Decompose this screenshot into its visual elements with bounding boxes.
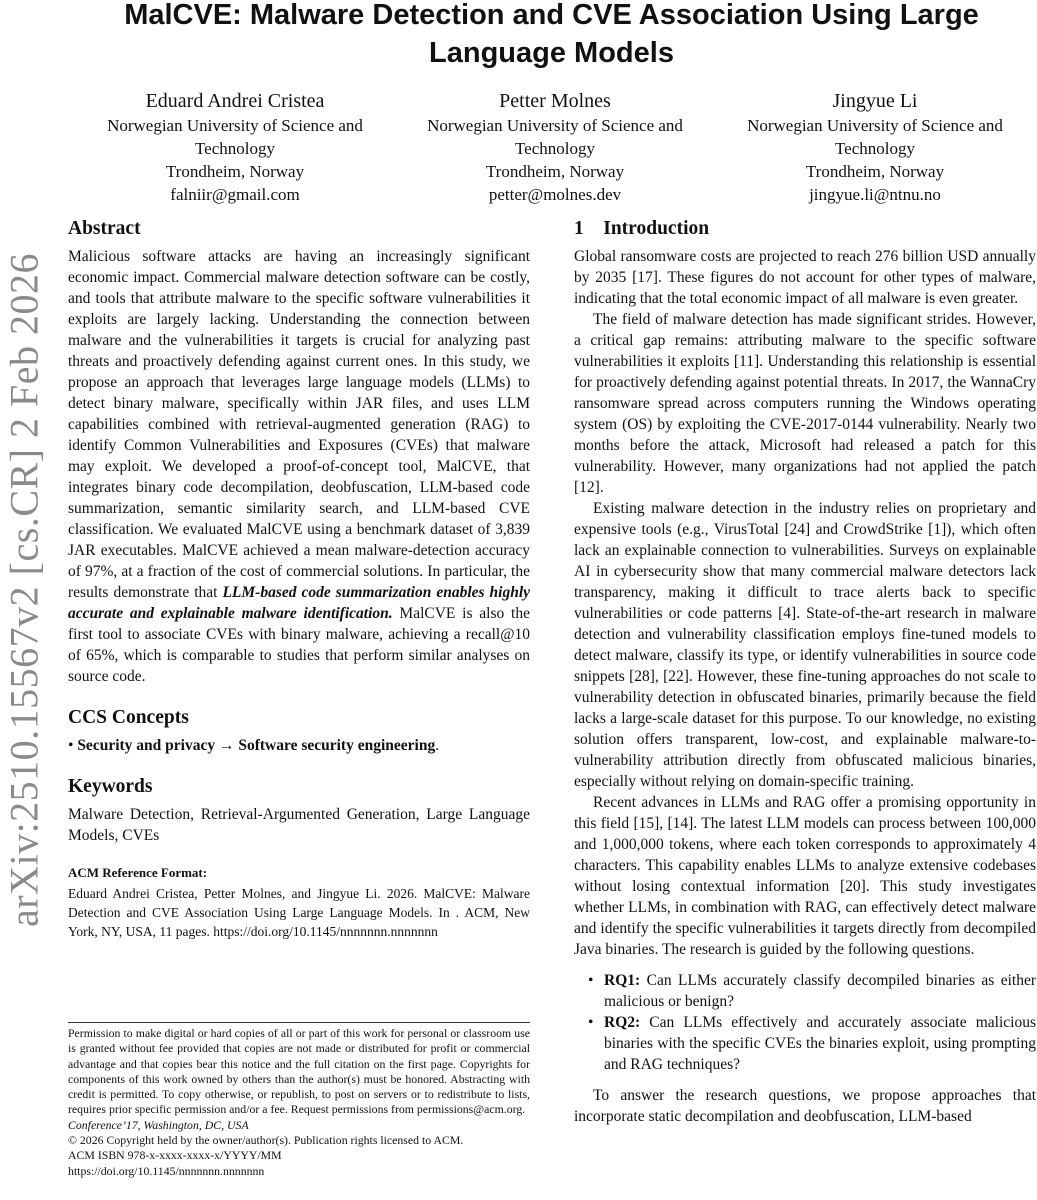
copyright-line: © 2026 Copyright held by the owner/author(s). Publication rights licensed to ACM.: [68, 1133, 464, 1148]
conference-line: Conference’17, Washington, DC, USA: [68, 1117, 249, 1132]
rq-text: Can LLMs effectively and accurately associate malicious binaries with the specific CVEs the binaries exploit, using prompting and RAG techniques?: [604, 1014, 1036, 1073]
author-email: petter@molnes.dev: [488, 185, 622, 204]
author-email: falniir@gmail.com: [170, 185, 300, 204]
author-email: jingyue.li@ntnu.no: [809, 185, 941, 204]
author-affiliation: Norwegian University of Science and Technology: [427, 116, 683, 158]
research-questions: [574, 970, 1036, 1075]
author-1: [80, 88, 390, 206]
intro-paragraph-2: The field of malware detection has made significant strides. However, a critical gap remains: attributing malware to the specific software vulnerabilities it exploits [11]. Understanding this relationship is essential for proactively defending against potential threats. In 2017, the WannaCry ransomware spread across computers running the Windows operating system (OS) by exploiting the CVE-2017-0144 vulnerability. Nearly two months before the attack, Microsoft had released a patch for this vulnerability. However, many organizations had not applied the patch [12].: [574, 311, 1036, 496]
author-location: Trondheim, Norway: [805, 162, 945, 181]
right-column: [574, 216, 1036, 1127]
acm-reference-heading: ACM Reference Format:: [68, 865, 208, 880]
author-2: [400, 88, 710, 206]
abstract-heading: Abstract: [68, 218, 141, 239]
author-name: Jingyue Li: [832, 90, 918, 112]
rq-label: RQ1:: [604, 972, 641, 989]
acm-reference-text: Eduard Andrei Cristea, Petter Molnes, and Jingyue Li. 2026. MalCVE: Malware Detection and CVE Association Using Large Language Models. In . ACM, New York, NY, USA, 11 pages. https://doi.org/10.1145/nnnnnnn.nnnnnnn: [68, 886, 530, 939]
intro-paragraph-1: Global ransomware costs are projected to reach 276 billion USD annually by 2035 [17]. These figures do not account for other types of malware, indicating that the total economic impact of all malware is even greater.: [574, 248, 1036, 307]
author-location: Trondheim, Norway: [485, 162, 625, 181]
research-question-1: [604, 970, 1036, 1012]
isbn-line: ACM ISBN 978-x-xxxx-xxxx-x/YYYY/MM: [68, 1148, 282, 1163]
keywords-heading: Keywords: [68, 776, 153, 797]
ccs-concept-line: [68, 735, 530, 756]
keywords-text: Malware Detection, Retrieval-Argumented Generation, Large Language Models, CVEs: [68, 806, 530, 844]
paper-title: MalCVE: Malware Detection and CVE Association Using Large Language Models: [124, 0, 979, 69]
author-block: [80, 88, 1030, 206]
author-affiliation: Norwegian University of Science and Technology: [747, 116, 1003, 158]
author-3: [720, 88, 1030, 206]
intro-paragraph-3: Existing malware detection in the industry relies on proprietary and expensive tools (e.g., VirusTotal [24] and CrowdStrike [1]), which often lack an explainable connection to vulnerabilities. Surveys on explainable AI in cybersecurity show that many commercial malware detectors lack transparency, making it difficult to trace alerts back to specific vulnerabilities or code patterns [4]. State-of-the-art research in malware detection and vulnerability classification employs fine-tuned models to detect malware, classify its type, or identify vulnerabilities in source code snippets [28], [22]. However, these fine-tuning approaches do not scale to vulnerability detection in obfuscated binaries, primarily because the field lacks a large-scale dataset for this purpose. To our knowledge, no existing solution offers transparent, low-cost, and explainable malware-to-vulnerability attribution directly from obfuscated malicious binaries, especially without relying on domain-specific training.: [574, 500, 1036, 790]
author-affiliation: Norwegian University of Science and Technology: [107, 116, 363, 158]
ccs-heading: CCS Concepts: [68, 707, 189, 728]
ccs-bullet: •: [68, 737, 74, 754]
permission-notice: Permission to make digital or hard copies of all or part of this work for personal or classroom use is granted without fee provided that copies are not made or distributed for profit or commercial advantage and that copies bear this notice and the full citation on the first page. Copyrights for components of this work owned by others than the author(s) must be honored. Abstracting with credit is permitted. To copy otherwise, or republish, to post on servers or to redistribute to lists, requires prior specific permission and/or a fee. Request permissions from permissions@acm.org.: [68, 1026, 530, 1117]
abstract-text-after: MalCVE is also the first tool to associate CVEs with binary malware, achieving a recall@10 of 65%, which is comparable to studies that perform similar analyses on source code.: [68, 605, 530, 685]
doi-line: https://doi.org/10.1145/nnnnnnn.nnnnnnn: [68, 1163, 265, 1178]
rq-text: Can LLMs accurately classify decompiled binaries as either malicious or benign?: [604, 972, 1036, 1010]
author-name: Petter Molnes: [499, 90, 611, 112]
abstract-emphasis: LLM-based code summarization enables highly accurate and explainable malware identification.: [68, 584, 531, 622]
author-location: Trondheim, Norway: [165, 162, 305, 181]
abstract-text: [68, 246, 530, 687]
ccs-period: .: [435, 737, 440, 754]
copyright-footnote: [68, 1022, 530, 1179]
intro-closing: To answer the research questions, we propose approaches that incorporate static decompilation and deobfuscation, LLM-based: [574, 1087, 1036, 1125]
arxiv-identifier: arXiv:2510.15567v2 [cs.CR] 2 Feb 2026: [1, 252, 47, 928]
left-column: [68, 216, 530, 941]
introduction-heading: 1 Introduction: [574, 218, 710, 239]
author-name: Eduard Andrei Cristea: [145, 90, 325, 112]
abstract-text-before: Malicious software attacks are having an increasingly significant economic impact. Commercial malware detection software can be costly, and tools that attribute malware to the specific software vulnerabilities it exploits are largely lacking. Understanding the connection between malware and the vulnerabilities it targets is crucial for analyzing past threats and proactively defending against current ones. In this study, we propose an approach that leverages large language models (LLMs) to detect binary malware, specifically within JAR files, and uses LLM capabilities combined with retrieval-augmented generation (RAG) to identify Common Vulnerabilities and Exposures (CVEs) that malware may exploit. We developed a proof-of-concept tool, MalCVE, that integrates binary code decompilation, deobfuscation, LLM-based code summarization, semantic similarity search, and LLM-based CVE classification. We evaluated MalCVE using a benchmark dataset of 3,839 JAR executables. MalCVE achieved a mean malware-detection accuracy of 97%, at a fraction of the cost of commercial solutions. In particular, the results demonstrate that: [68, 248, 530, 601]
intro-paragraph-4: Recent advances in LLMs and RAG offer a promising opportunity in this field [15], [14]. The latest LLM models can process between 100,000 and 1,000,000 tokens, where each token corresponds to approximately 4 characters. This capability enables LLMs to analyze extensive codebases without losing contextual information [20]. This study investigates whether LLMs, in combination with RAG, can effectively detect malware and identify the specific vulnerabilities it targets directly from decompiled Java binaries. The research is guided by the following questions.: [574, 794, 1036, 958]
research-question-2: [604, 1012, 1036, 1075]
ccs-concept: Security and privacy → Software security engineering: [77, 737, 436, 754]
rq-label: RQ2:: [604, 1014, 641, 1031]
